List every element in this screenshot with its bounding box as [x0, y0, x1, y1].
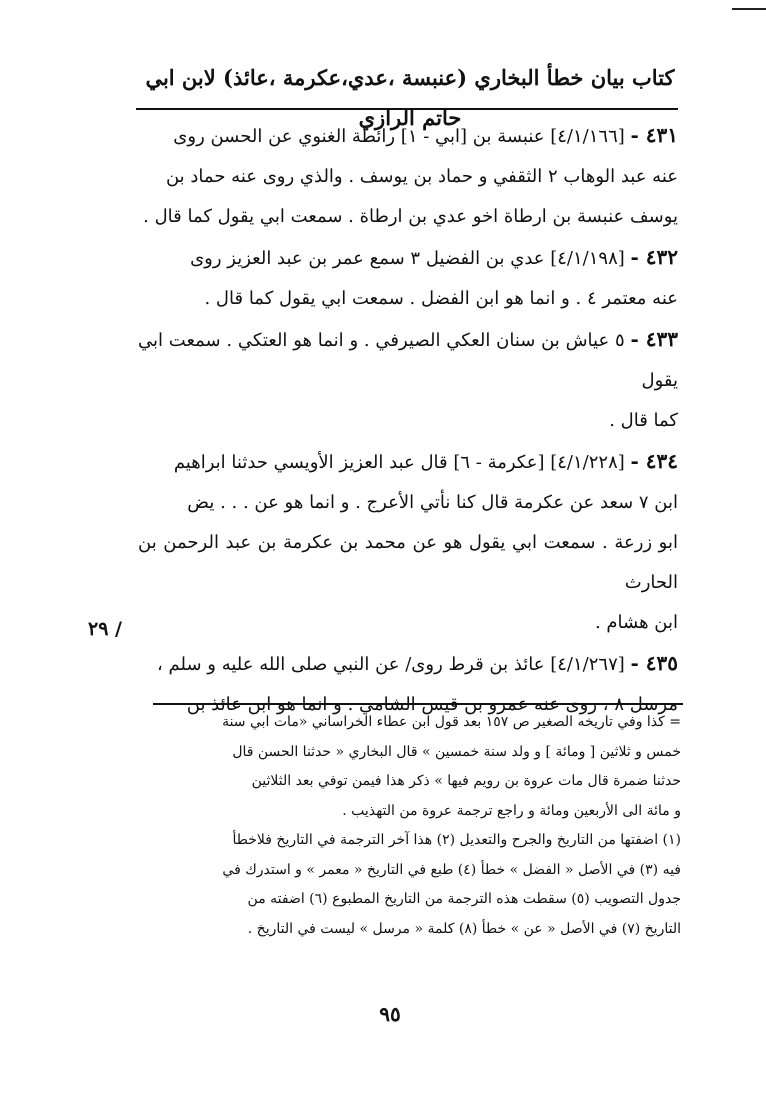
entry-line: ٤٣٢ - [٤/١/١٩٨] عدي بن الفضيل ٣ سمع عمر بن عبد العزيز روى [190, 245, 678, 269]
footnotes [151, 708, 681, 944]
page-number: ٩٥ [379, 1002, 401, 1026]
footnote-line: التاريخ (٧) في الأصل « عن » خطأ (٨) كلمة « مرسل » ليست في التاريخ . [247, 920, 681, 937]
entry-line: ٤٣٤ - [٤/١/٢٢٨] [عكرمة - ٦] قال عبد العزيز الأويسي حدثنا ابراهيم [173, 449, 678, 473]
book-title: كتاب بيان خطأ البخاري (عنبسة ،عدي،عكرمة ،عائذ) لابن ابي حاتم الرازي [145, 65, 675, 130]
footnote-line: فيه (٣) في الأصل « الفضل » خطأ (٤) طبع في التاريخ « معمر » و استدرك في [222, 861, 681, 878]
header-rule [136, 108, 678, 110]
entry-number: ٤٣٣ - [630, 327, 679, 351]
entry-number: ٤٣٥ - [630, 651, 678, 675]
footnote-line: خمس و ثلاثين [ ومائة ] و ولد سنة خمسين » قال البخاري « حدثنا الحسن قال [232, 743, 681, 760]
corner-rule [732, 8, 766, 10]
footnote-line: و مائة الى الأربعين ومائة و راجع ترجمة عروة من التهذيب . [342, 802, 681, 819]
entry-number: ٤٣١ - [630, 123, 678, 147]
entry-line: مرسل ٨ ، روى عنه عمرو بن قيس الشامي . و انما هو ابن عائذ بن [186, 694, 678, 715]
footnote-line: = كذا وفي تاريخه الصغير ص ١٥٧ بعد قول ابن عطاء الخراساني «مات ابي سنة [222, 714, 681, 730]
entry-line: كما قال . [609, 410, 678, 431]
entry-line: ابو زرعة . سمعت ابي يقول هو عن محمد بن عكرمة بن عبد الرحمن بن الحارث [138, 532, 678, 593]
entry-line: عنه عبد الوهاب ٢ الثقفي و حماد بن يوسف . والذي روى عنه حماد بن [165, 166, 678, 187]
footnote-line: (١) اضفتها من التاريخ والجرح والتعديل (٢) هذا آخر الترجمة في التاريخ فلاخطأ [232, 832, 681, 848]
entry-line: ٤٣١ - [٤/١/١٦٦] عنبسة بن [ابي - ١] رائطة الغنوي عن الحسن روى [173, 123, 678, 147]
entry-line: ٤٣٥ - [٤/١/٢٦٧] عائذ بن قرط روى/ عن النبي صلى الله عليه و سلم ، [157, 651, 678, 675]
entry-number: ٤٣٢ - [630, 245, 678, 269]
footnote-line: حدثنا ضمرة قال مات عروة بن رويم فيها » ذكر هذا فيمن توفي بعد الثلاثين [251, 773, 681, 789]
entry-line: ٤٣٣ - ٥ عياش بن سنان العكي الصيرفي . و انما هو العتكي . سمعت ابي يقول [138, 327, 679, 391]
footnote-rule [153, 703, 683, 705]
entry-line: ابن ٧ سعد عن عكرمة قال كنا نأتي الأعرج . و انما هو عن . . . يض [187, 492, 678, 513]
entry-number: ٤٣٤ - [630, 449, 678, 473]
entry-line: عنه معتمر ٤ . و انما هو ابن الفضل . سمعت ابي يقول كما قال . [204, 288, 678, 309]
entry-434 [138, 441, 678, 643]
entry-432 [138, 237, 678, 319]
entry-433 [138, 319, 678, 441]
margin-page-reference: / ٢٩ [88, 618, 122, 640]
entry-line: ابن هشام . [594, 612, 678, 633]
main-text [138, 115, 678, 725]
entry-line: يوسف عنبسة بن ارطاة اخو عدي بن ارطاة . سمعت ابي يقول كما قال . [143, 206, 678, 227]
entry-431 [138, 115, 678, 237]
footnote-line: جدول التصويب (٥) سقطت هذه الترجمة من التاريخ المطبوع (٦) اضفته من [247, 891, 681, 907]
